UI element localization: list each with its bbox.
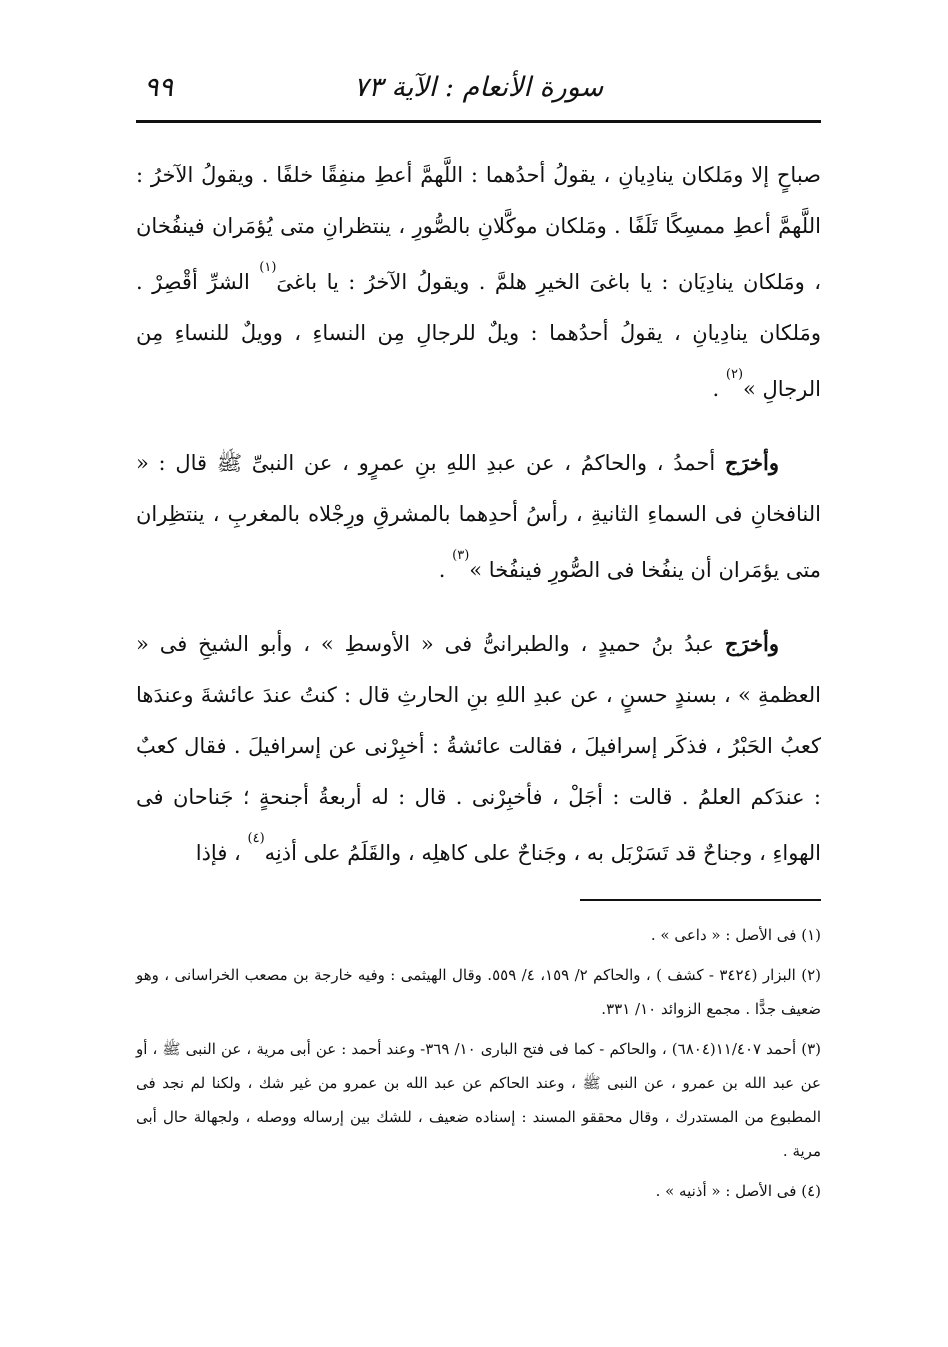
footnote-rule bbox=[580, 899, 821, 901]
main-text bbox=[136, 150, 821, 879]
footnote-4: (٤) فى الأصل : « أذنيه » . bbox=[655, 1182, 821, 1200]
paragraph-2 bbox=[136, 437, 821, 596]
running-title: سورة الأنعام : الآية ٧٣ bbox=[353, 72, 604, 103]
page-number: ٩٩ bbox=[144, 72, 174, 103]
paragraph-1-text-2: الشرِّ أقْصِرْ . ومَلكان ينادِيانِ ، يقولُ أحدُهما : ويلٌ للرجالِ مِن النساءِ ، وويلٌ للنساءِ مِن الرجالِ » bbox=[136, 270, 821, 401]
footnote-2: (٢) البزار (٣٤٢٤ - كشف ) ، والحاكم ٢/ ١٥٩، ٤/ ٥٥٩. وقال الهيثمى : وفيه خارجة بن مصعب الخراسانى ، وهو ضعيف جدًّا . مجمع الزوائد ١٠/ ٣٣١. bbox=[136, 966, 821, 1018]
footnotes bbox=[136, 918, 821, 1214]
footnote-mark-1: (١) bbox=[259, 260, 277, 275]
paragraph-1-end: . bbox=[712, 377, 726, 401]
paragraph-2-end: . bbox=[438, 558, 453, 582]
header-rule bbox=[136, 120, 821, 123]
paragraph-1 bbox=[136, 150, 821, 415]
paragraph-3-text: عبدُ بنُ حميدٍ ، والطبرانىُّ فى « الأوسطِ » ، وأبو الشيخِ فى « العظمةِ » ، بسندٍ حسنٍ ، عن عبدِ اللهِ بنِ الحارثِ قال : كنتُ عندَ عائشةَ وعندَها كعبُ الحَبْرُ ، فذكَر إسرافيلَ ، فقالت عائشةُ : أخبِرْنى عن إسرافيلَ . فقال كعبٌ : عندَكم العلمُ . قالت : أجَلْ ، فأخبِرْنى . قال : له أربعةُ أجنحةٍ ؛ جَناحان فى الهواءِ ، وجناحٌ قد تَسَرْبَل به ، وجَناحٌ على كاهلِه ، والقَلَمُ على أذنِه bbox=[136, 632, 821, 865]
paragraph-3 bbox=[136, 618, 821, 879]
paragraph-1-text: صباحٍ إلا ومَلكان ينادِيانِ ، يقولُ أحدُهما : اللَّهمَّ أعطِ منفِقًا خلفًا . ويقولُ الآخرُ : اللَّهمَّ أعطِ ممسِكًا تَلَفًا . ومَلكان موكَّلانِ بالصُّورِ ، ينتظرانِ متى يُؤمَران فينفُخان ، ومَلكان ينادِيَان : يا باغىَ الخيرِ هلمَّ . ويقولُ الآخرُ : يا باغىَ bbox=[136, 163, 821, 294]
footnote-1: (١) فى الأصل : « داعى » . bbox=[650, 926, 821, 944]
paragraph-3-lead: وأخرَج bbox=[724, 631, 779, 656]
page-header bbox=[136, 66, 821, 110]
paragraph-2-text: أحمدُ ، والحاكمُ ، عن عبدِ اللهِ بنِ عمرٍو ، عن النبىِّ ﷺ قال : « النافخانِ فى السماءِ الثانيةِ ، رأسُ أحدِهما بالمشرقِ ورِجْلاه بالمغربِ ، ينتظِران متى يؤمَران أن ينفُخا فى الصُّورِ فينفُخا » bbox=[136, 451, 821, 582]
footnote-3: (٣) أحمد ١١/٤٠٧(٦٨٠٤) ، والحاكم - كما فى فتح البارى ١٠/ ٣٦٩- وعند أحمد : عن أبى مرية ، عن النبى ﷺ ، أو عن عبد الله بن عمرو ، عن النبى ﷺ ، وعند الحاكم عن عبد الله بن عمرو من غير شك ، ولكنا لم نجد فى المطبوع من المستدرك ، وقال محققو المسند : إسناده ضعيف ، للشك بين إرساله ووصله ، ولجهالة حال أبى مرية . bbox=[136, 1040, 822, 1160]
footnote-mark-4: (٤) bbox=[247, 831, 265, 846]
footnote-mark-3: (٣) bbox=[452, 548, 470, 563]
footnote-mark-2: (٢) bbox=[725, 367, 744, 382]
paragraph-2-lead: وأخرَج bbox=[724, 450, 779, 475]
paragraph-3-end: ، فإذا bbox=[195, 841, 248, 865]
